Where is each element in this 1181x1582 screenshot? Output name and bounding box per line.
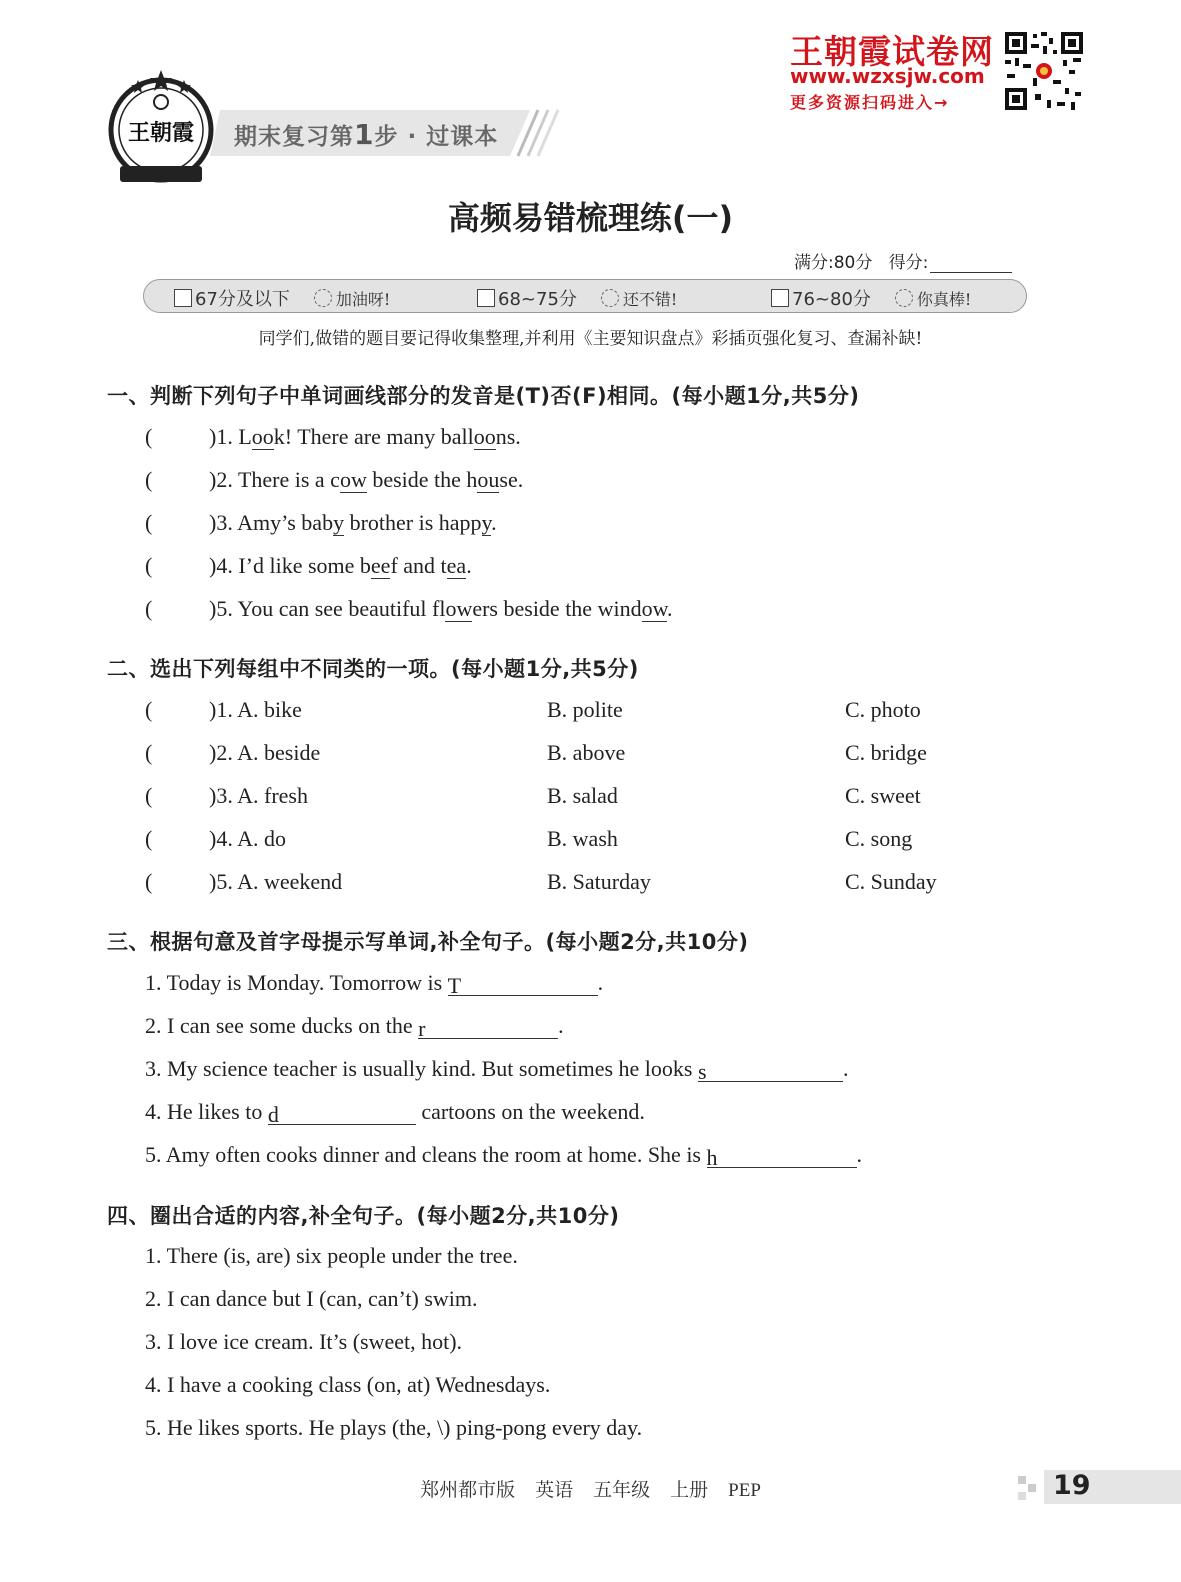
question-line: 5. He likes sports. He plays (the, \) ping-pong every day. bbox=[145, 1415, 643, 1440]
score-info: 满分:80分 得分: bbox=[794, 248, 1012, 273]
corner-decoration bbox=[1016, 1474, 1040, 1504]
option-c: C. bridge bbox=[845, 740, 927, 765]
question-line: 3. My science teacher is usually kind. But sometimes he looks s . bbox=[145, 1056, 849, 1084]
answer-blank[interactable]: r bbox=[418, 1016, 558, 1039]
checkbox-icon[interactable] bbox=[771, 289, 789, 307]
answer-blank[interactable]: T bbox=[448, 973, 598, 996]
option-b: B. salad bbox=[547, 783, 618, 808]
option-c: C. photo bbox=[845, 697, 921, 722]
brand-logo bbox=[106, 68, 216, 186]
question-line: ( )4. I’d like some beef and tea. bbox=[145, 553, 472, 578]
reminder-text: 同学们,做错的题目要记得收集整理,并利用《主要知识盘点》彩插页强化复习、查漏补缺! bbox=[258, 329, 923, 349]
question-line: 2. I can see some ducks on the r . bbox=[145, 1013, 564, 1041]
question-line: 5. Amy often cooks dinner and cleans the room at home. She is h . bbox=[145, 1142, 862, 1170]
question-line: 1. Today is Monday. Tomorrow is T . bbox=[145, 970, 604, 998]
question-line: ( )1. Look! There are many balloons. bbox=[145, 424, 521, 449]
answer-blank[interactable]: h bbox=[707, 1145, 857, 1168]
option-b: B. Saturday bbox=[547, 869, 651, 894]
rating-item: 68~75分 还不错! bbox=[477, 285, 677, 311]
section-heading: 三、根据句意及首字母提示写单词,补全句子。(每小题2分,共10分) bbox=[107, 930, 749, 954]
section-heading: 二、选出下列每组中不同类的一项。(每小题1分,共5分) bbox=[107, 657, 639, 681]
footer-info: 郑州都市版 英语 五年级 上册 PEP bbox=[420, 1480, 761, 1501]
question-line: ( )5. A. weekend bbox=[145, 869, 343, 894]
answer-blank[interactable]: s bbox=[698, 1059, 843, 1082]
page-number: 19 bbox=[1053, 1470, 1091, 1501]
answer-blank[interactable]: d bbox=[268, 1102, 416, 1125]
site-url[interactable]: www.wzxsjw.com bbox=[790, 64, 985, 88]
question-line: 1. There (is, are) six people under the tree. bbox=[145, 1243, 518, 1268]
option-b: B. polite bbox=[547, 697, 623, 722]
checkbox-icon[interactable] bbox=[477, 289, 495, 307]
site-scan-hint: 更多资源扫码进入→ bbox=[790, 93, 950, 112]
section-heading: 一、判断下列句子中单词画线部分的发音是(T)否(F)相同。(每小题1分,共5分) bbox=[107, 384, 860, 408]
brand-name: 王朝霞 bbox=[127, 120, 195, 146]
question-line: ( )3. Amy’s baby brother is happy. bbox=[145, 510, 497, 535]
smiley-face-icon bbox=[895, 289, 913, 307]
question-line: 4. I have a cooking class (on, at) Wednesdays. bbox=[145, 1372, 551, 1397]
rating-item: 76~80分 你真棒! bbox=[771, 285, 971, 311]
page-title: 高频易错梳理练(一) bbox=[447, 199, 734, 237]
site-name: 王朝霞试卷网 bbox=[790, 32, 994, 71]
question-line: ( )2. A. beside bbox=[145, 740, 321, 765]
question-line: ( )5. You can see beautiful flowers beside the window. bbox=[145, 596, 673, 621]
option-c: C. Sunday bbox=[845, 869, 937, 894]
banner-title: 期末复习第1步 · 过课本 bbox=[234, 118, 499, 151]
question-line: ( )4. A. do bbox=[145, 826, 286, 851]
option-b: B. above bbox=[547, 740, 626, 765]
section-heading: 四、圈出合适的内容,补全句子。(每小题2分,共10分) bbox=[107, 1204, 620, 1228]
score-blank[interactable] bbox=[930, 256, 1012, 273]
rating-item: 67分及以下 加油呀! bbox=[174, 285, 390, 311]
question-line: 2. I can dance but I (can, can’t) swim. bbox=[145, 1286, 478, 1311]
question-line: ( )3. A. fresh bbox=[145, 783, 308, 808]
option-c: C. song bbox=[845, 826, 913, 851]
option-c: C. sweet bbox=[845, 783, 921, 808]
question-line: ( )2. There is a cow beside the house. bbox=[145, 467, 524, 492]
qr-code-icon[interactable] bbox=[1003, 30, 1085, 112]
checkbox-icon[interactable] bbox=[174, 289, 192, 307]
smiley-face-icon bbox=[314, 289, 332, 307]
question-line: 4. He likes to d cartoons on the weekend. bbox=[145, 1099, 645, 1127]
question-line: ( )1. A. bike bbox=[145, 697, 302, 722]
smiley-face-icon bbox=[601, 289, 619, 307]
option-b: B. wash bbox=[547, 826, 618, 851]
question-line: 3. I love ice cream. It’s (sweet, hot). bbox=[145, 1329, 463, 1354]
